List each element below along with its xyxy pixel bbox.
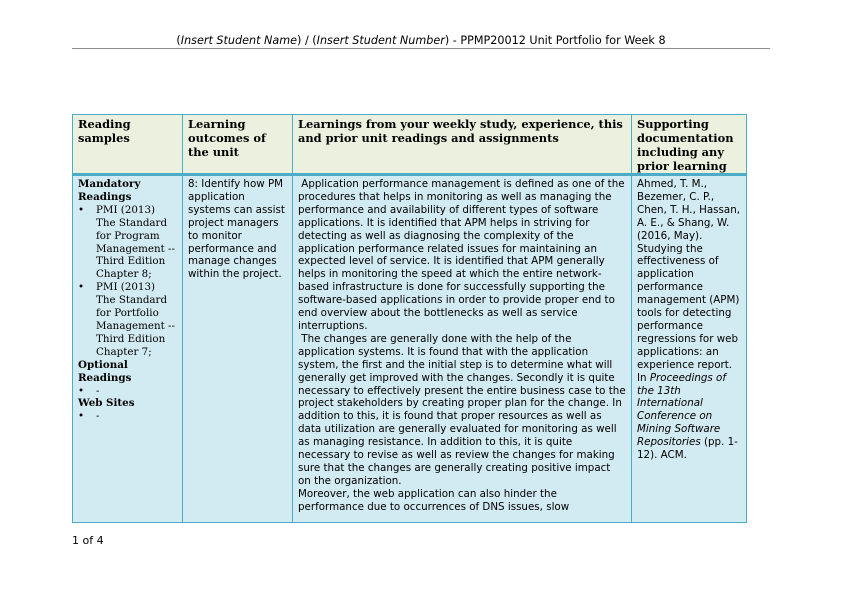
readings-cell bbox=[73, 175, 183, 523]
list-item: • - bbox=[78, 385, 177, 398]
optional-readings-list bbox=[78, 385, 177, 398]
citation-venue: Proceedings of the 13th International Conference on Mining Software Repositories bbox=[637, 371, 726, 449]
mandatory-readings-title: Mandatory Readings bbox=[78, 178, 141, 203]
web-sites-title: Web Sites bbox=[78, 397, 135, 410]
learnings-cell bbox=[293, 175, 632, 523]
table-row bbox=[73, 175, 747, 523]
list-item: • - bbox=[78, 410, 177, 423]
header-separator: ) / ( bbox=[297, 34, 317, 47]
documentation-cell bbox=[632, 175, 747, 523]
mandatory-readings-list bbox=[78, 204, 177, 359]
header-reading-samples: Reading samples bbox=[73, 115, 183, 175]
learnings-paragraph-2: The changes are generally done with the help of the application systems. It is found that with the application system, the first and the initial step is to determine what will generally get improved with the changes. Secondly it is quite necessary to effectively present the entire business case to the project stakeholders by creating proper plan for the change. In addition to this, it is found that proper resources as well as data utilization are generally evaluated for monitoring as well as managing resistance. In addition to this, it is quite necessary to revise as well as review the changes for making sure that the changes are generally creating positive impact on the organization. bbox=[298, 332, 629, 487]
header-title: ) - PPMP20012 Unit Portfolio for Week 8 bbox=[444, 34, 666, 47]
learnings-paragraph-3: Moreover, the web application can also hinder the performance due to occurrences of DNS issues, slow bbox=[298, 487, 570, 513]
list-item: • PMI (2013) The Standard for Portfolio Management -- Third Edition Chapter 7; bbox=[78, 281, 177, 358]
learnings-paragraph-1: Application performance management is defined as one of the procedures that helps in monitoring as well as managing the performance and availability of different types of software applications. It is identified that APM helps in striving for detecting as well as diagnosing the complexity of the application performance related issues for maintaining an expected level of service. It is identified that APM generally helps in monitoring the speed at which the entire network-based infrastructure is done for successfully supporting the software-based applications in order to provide proper end to end overview about the bottlenecks as well as service interruptions. bbox=[298, 178, 628, 332]
optional-readings-title: Optional Readings bbox=[78, 358, 132, 384]
header-open: ( bbox=[176, 34, 181, 47]
header-learnings: Learnings from your weekly study, experience, this and prior unit readings and assignments bbox=[293, 115, 632, 175]
page-number: 1 of 4 bbox=[72, 534, 104, 547]
student-name-placeholder: Insert Student Name bbox=[180, 34, 298, 47]
table-header-row bbox=[73, 115, 747, 175]
citation-tail: (pp. 1-12). ACM. bbox=[637, 436, 738, 462]
header-supporting-docs: Supporting documentation including any prior learning bbox=[632, 115, 747, 175]
header-learning-outcomes: Learning outcomes of the unit bbox=[183, 115, 293, 175]
page-header bbox=[72, 34, 770, 48]
student-number-placeholder: Insert Student Number bbox=[316, 34, 445, 47]
outcome-text: 8: Identify how PM application systems can assist project managers to monitor performance and manage changes within the project. bbox=[188, 178, 285, 281]
list-item: • PMI (2013) The Standard for Program Management -- Third Edition Chapter 8; bbox=[78, 204, 177, 281]
outcome-cell bbox=[183, 175, 293, 523]
portfolio-table bbox=[72, 114, 747, 523]
web-sites-list bbox=[78, 410, 177, 423]
header-rule bbox=[72, 48, 770, 49]
citation-authors: Ahmed, T. M., Bezemer, C. P., Chen, T. H., Hassan, A. E., & Shang, W. (2016, May). Studying the effectiveness of application performance management (APM) tools for detecting performance regressions for web applications: an experience report. In bbox=[637, 178, 741, 384]
